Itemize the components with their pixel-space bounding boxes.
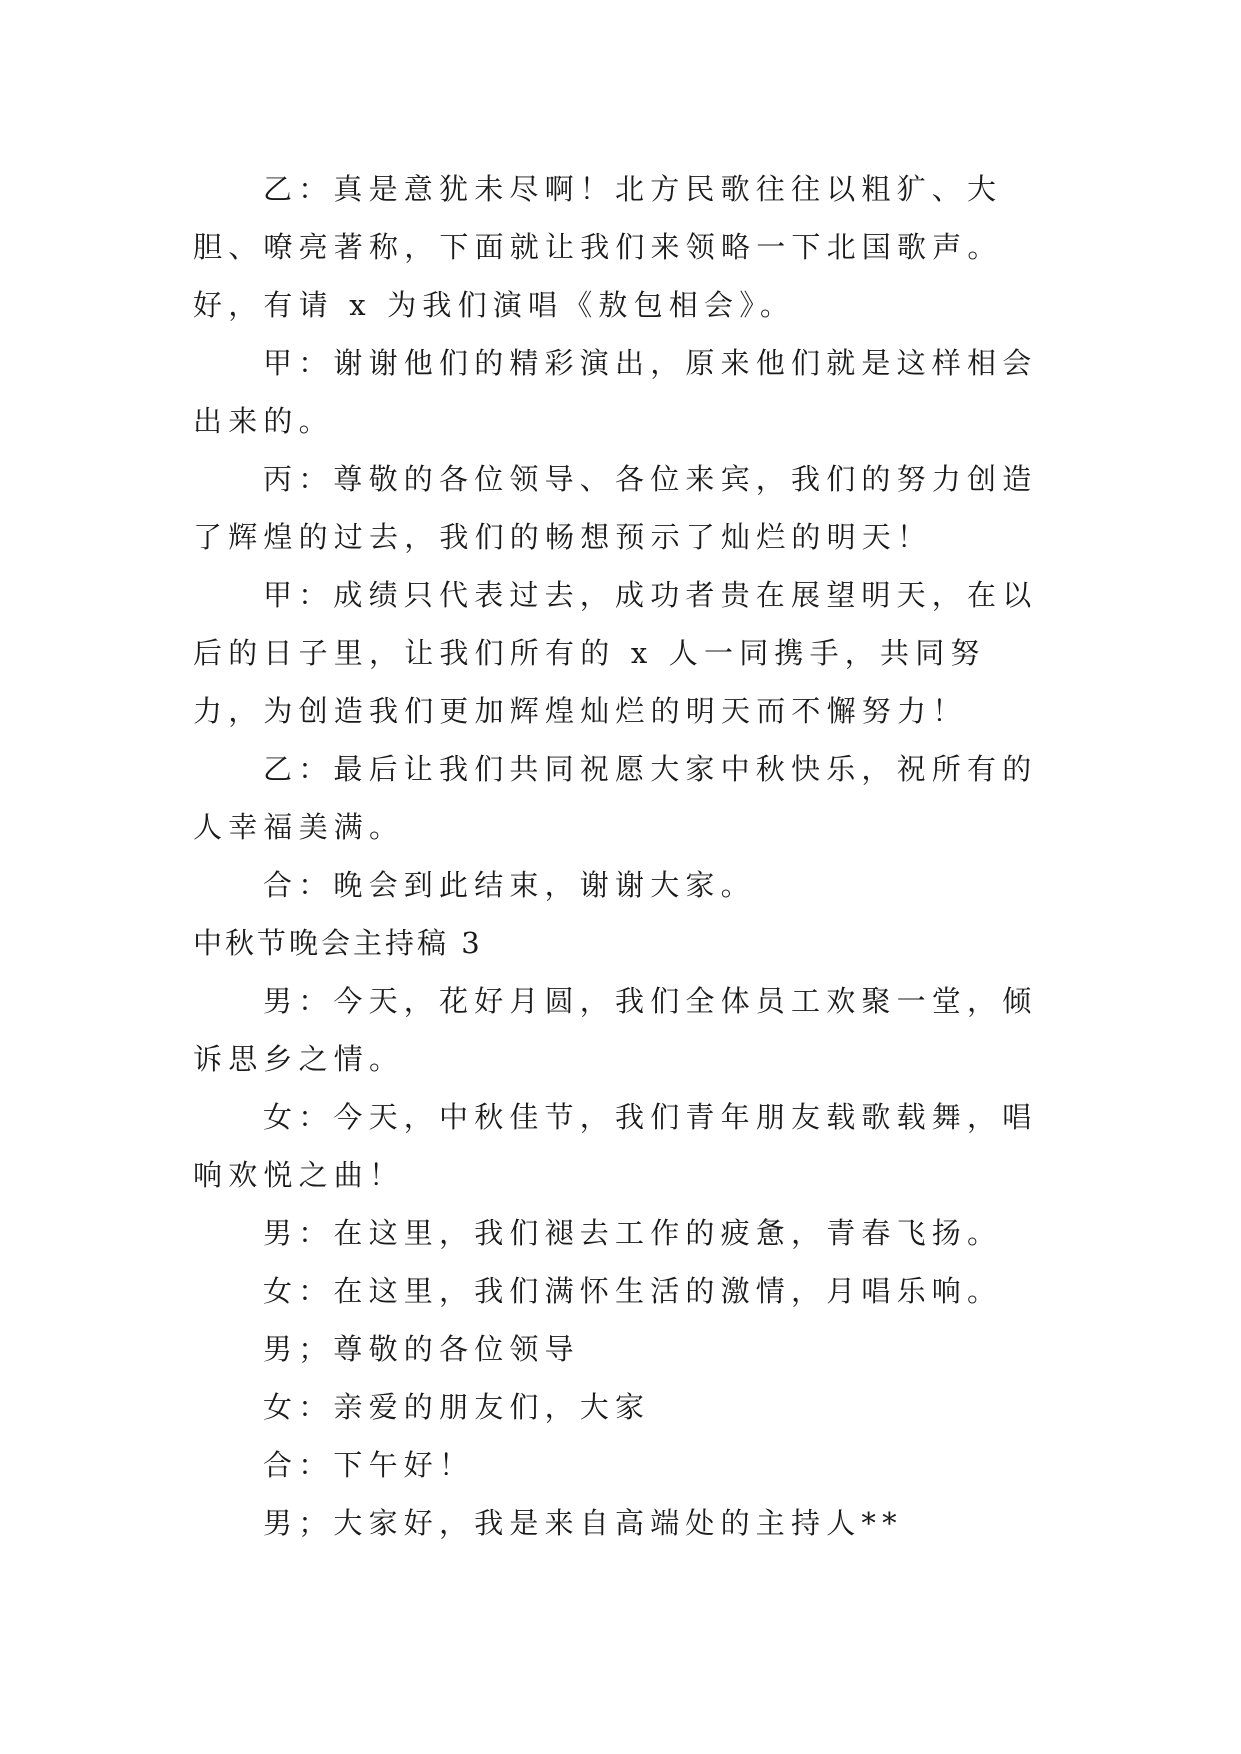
dialogue-paragraph: 丙：尊敬的各位领导、各位来宾，我们的努力创造了辉煌的过去，我们的畅想预示了灿烂的明天！ <box>193 462 1038 554</box>
dialogue-paragraph: 男：今天，花好月圆，我们全体员工欢聚一堂，倾诉思乡之情。 <box>193 984 1038 1076</box>
dialogue-paragraph: 男；尊敬的各位领导 <box>263 1332 580 1366</box>
dialogue-paragraph: 甲：成绩只代表过去，成功者贵在展望明天，在以后的日子里，让我们所有的 x 人一同携手，共同努力，为创造我们更加辉煌灿烂的明天而不懈努力！ <box>193 578 1038 728</box>
dialogue-paragraph: 男；大家好，我是来自高端处的主持人** <box>263 1506 903 1540</box>
dialogue-paragraph: 女：亲爱的朋友们，大家 <box>263 1390 651 1424</box>
section-title: 中秋节晚会主持稿 3 <box>193 926 483 960</box>
dialogue-paragraph: 乙：真是意犹未尽啊！北方民歌往往以粗犷、大胆、嘹亮著称，下面就让我们来领略一下北国歌声。好，有请 x 为我们演唱《敖包相会》。 <box>193 172 1003 322</box>
document-page <box>193 160 1055 1552</box>
dialogue-paragraph: 女：今天，中秋佳节，我们青年朋友载歌载舞，唱响欢悦之曲！ <box>193 1100 1038 1192</box>
dialogue-paragraph: 男：在这里，我们褪去工作的疲惫，青春飞扬。 <box>263 1216 1003 1250</box>
dialogue-paragraph: 合：下午好！ <box>263 1448 475 1482</box>
dialogue-paragraph: 合：晚会到此结束，谢谢大家。 <box>263 868 756 902</box>
dialogue-paragraph: 乙：最后让我们共同祝愿大家中秋快乐，祝所有的人幸福美满。 <box>193 752 1038 844</box>
dialogue-paragraph: 甲：谢谢他们的精彩演出，原来他们就是这样相会出来的。 <box>193 346 1038 438</box>
dialogue-paragraph: 女：在这里，我们满怀生活的激情，月唱乐响。 <box>263 1274 1003 1308</box>
